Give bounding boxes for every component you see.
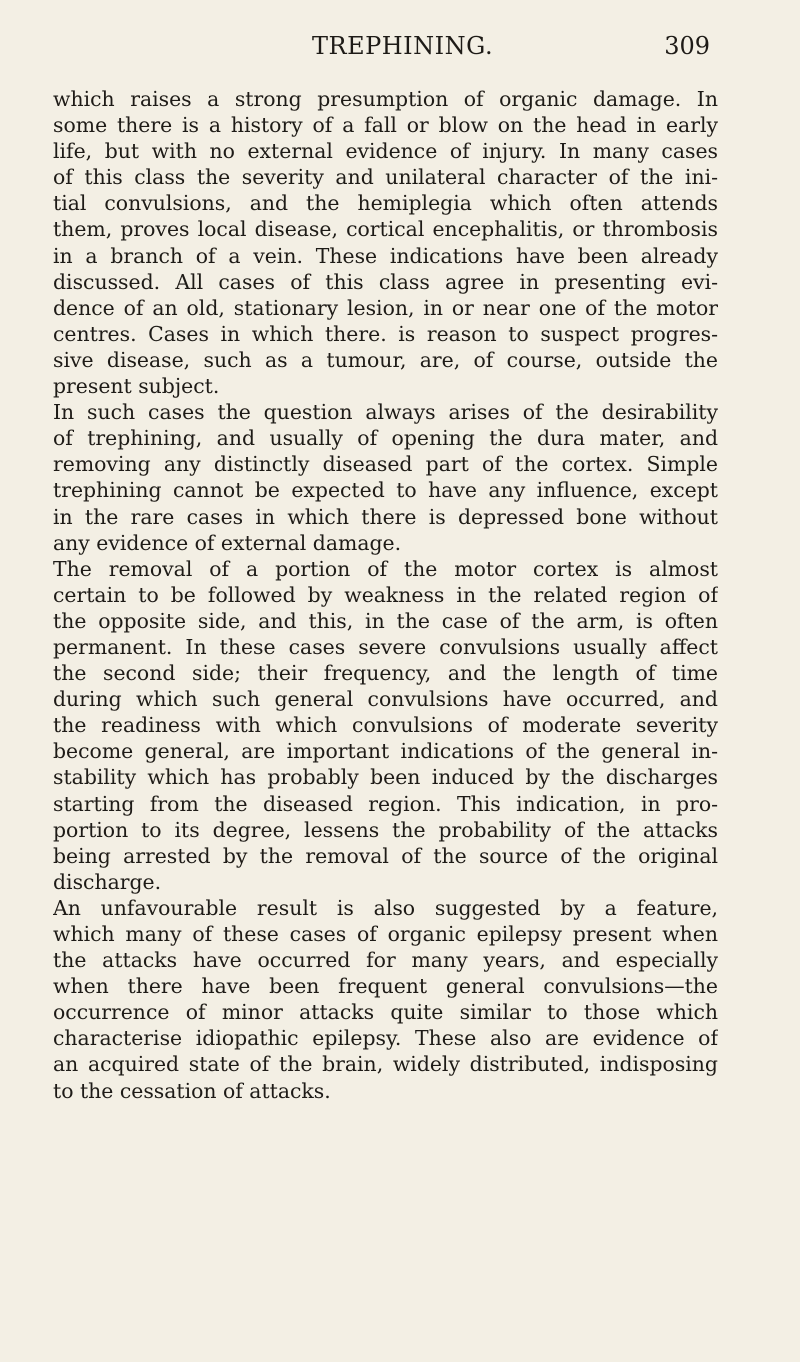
text-line: The removal of a portion of the motor cortex is almost	[53, 556, 718, 581]
text-line: An unfavourable result is also suggested by a feature,	[53, 895, 718, 920]
text-line: portion to its degree, lessens the probability of the attacks	[53, 817, 718, 842]
text-line: discussed. All cases of this class agree in presenting evi-	[53, 269, 718, 294]
text-line: when there have been frequent general convulsions—the	[53, 974, 718, 999]
text-line: permanent. In these cases severe convulsions usually affect	[53, 634, 718, 659]
text-line: them, proves local disease, cortical encephalitis, or thrombosis	[53, 217, 718, 242]
text-line: which many of these cases of organic epilepsy present when	[53, 922, 718, 946]
text-line: being arrested by the removal of the source of the original	[53, 843, 718, 868]
page-number: 309	[664, 32, 710, 60]
text-line: during which such general convulsions have occurred, and	[53, 687, 718, 712]
text-line: sive disease, such as a tumour, are, of course, outside the	[53, 347, 718, 372]
text-line: the second side; their frequency, and the length of time	[53, 661, 718, 686]
text-line: discharge.	[53, 869, 162, 894]
text-line: which raises a strong presumption of organic damage. In	[53, 87, 718, 111]
text-line: centres. Cases in which there. is reason to suspect progres-	[53, 321, 718, 346]
text-line: starting from the diseased region. This indication, in pro-	[53, 791, 718, 816]
text-line: life, but with no external evidence of injury. In many cases	[53, 139, 718, 164]
text-line: the readiness with which convulsions of moderate severity	[53, 713, 718, 738]
text-line: occurrence of minor attacks quite similar to those which	[53, 1000, 718, 1025]
text-line: become general, are important indications of the general in-	[53, 739, 718, 764]
text-line: certain to be followed by weakness in the related region of	[53, 582, 718, 607]
text-line: in a branch of a vein. These indications have been already	[53, 243, 718, 268]
text-line: in the rare cases in which there is depressed bone without	[53, 504, 718, 529]
text-line: removing any distinctly diseased part of the cortex. Simple	[53, 452, 718, 477]
text-line: In such cases the question always arises of the desirability	[53, 400, 718, 425]
text-line: of this class the severity and unilateral character of the ini-	[53, 165, 718, 190]
text-line: the attacks have occurred for many years, and especially	[53, 948, 718, 973]
text-line: some there is a history of a fall or blow on the head in early	[53, 113, 718, 138]
text-line: the opposite side, and this, in the case of the arm, is often	[53, 608, 718, 633]
text-line: tial convulsions, and the hemiplegia which often attends	[53, 191, 718, 216]
page-title: TREPHINING.	[312, 32, 494, 60]
body-text	[53, 86, 718, 1104]
running-head	[0, 28, 800, 64]
text-line: trephining cannot be expected to have any influence, except	[53, 478, 718, 503]
text-line: of trephining, and usually of opening the dura mater, and	[53, 426, 718, 451]
text-line: characterise idiopathic epilepsy. These also are evidence of	[53, 1026, 718, 1051]
text-line: an acquired state of the brain, widely distributed, indisposing	[53, 1052, 718, 1077]
text-line: stability which has probably been induced by the discharges	[53, 765, 718, 790]
text-line: dence of an old, stationary lesion, in or near one of the motor	[53, 295, 718, 320]
text-line: present subject.	[53, 374, 220, 399]
text-line: to the cessation of attacks.	[53, 1078, 331, 1103]
text-line: any evidence of external damage.	[53, 530, 402, 555]
